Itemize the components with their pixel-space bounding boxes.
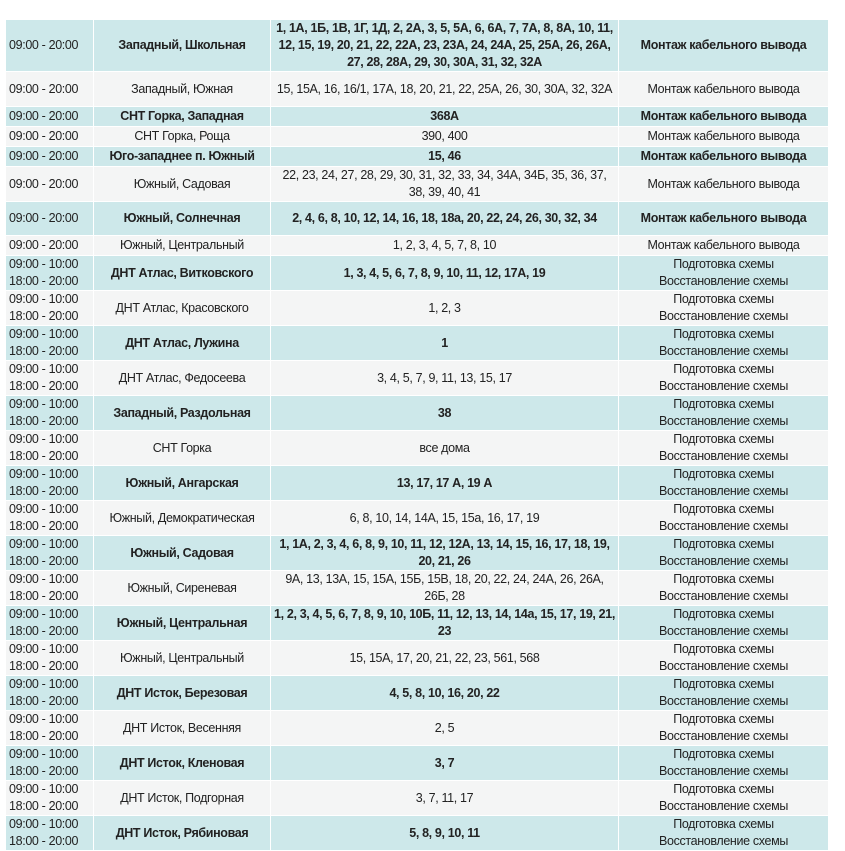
work-type: Монтаж кабельного вывода [647,81,800,96]
time-cell [6,501,94,536]
time-range: 09:00 - 10:00 [9,817,79,831]
work-type: Подготовка схемы [673,502,774,516]
time-range: 18:00 - 20:00 [9,449,79,463]
table-row [6,501,829,536]
time-cell [6,291,94,326]
address-cell: Южный, Ангарская [94,466,271,501]
work-type: Подготовка схемы [673,257,774,271]
table-row [6,107,829,127]
time-range: 09:00 - 10:00 [9,397,79,411]
work-type-cell [619,676,829,711]
time-range: 18:00 - 20:00 [9,554,79,568]
houses-cell: 22, 23, 24, 27, 28, 29, 30, 31, 32, 33, 34, 34А, 34Б, 35, 36, 37, 38, 39, 40, 41 [271,167,619,202]
address-cell: СНТ Горка, Западная [94,107,271,127]
time-cell [6,361,94,396]
schedule-body [6,20,829,851]
table-row [6,72,829,107]
work-type-cell [619,746,829,781]
houses-cell: 15, 15А, 17, 20, 21, 22, 23, 561, 568 [271,641,619,676]
work-type-cell [619,107,829,127]
work-type: Восстановление схемы [659,589,788,603]
work-type: Монтаж кабельного вывода [640,38,807,52]
work-type-cell [619,127,829,147]
work-type: Подготовка схемы [673,467,774,481]
table-row [6,431,829,466]
work-type: Подготовка схемы [673,712,774,726]
work-type-cell [619,256,829,291]
work-type-cell [619,641,829,676]
table-row [6,536,829,571]
work-type: Восстановление схемы [659,309,788,323]
work-type-cell [619,711,829,746]
time-range: 09:00 - 10:00 [9,292,79,306]
houses-cell: 4, 5, 8, 10, 16, 20, 22 [271,676,619,711]
houses-cell: 38 [271,396,619,431]
address-cell: Южный, Центральная [94,606,271,641]
houses-cell: 3, 4, 5, 7, 9, 11, 13, 15, 17 [271,361,619,396]
work-type: Подготовка схемы [673,327,774,341]
houses-cell: 9А, 13, 13А, 15, 15А, 15Б, 15В, 18, 20, 22, 24, 24А, 26, 26А, 26Б, 28 [271,571,619,606]
time-range: 18:00 - 20:00 [9,694,79,708]
time-range: 09:00 - 10:00 [9,642,79,656]
address-cell: ДНТ Исток, Кленовая [94,746,271,781]
houses-cell: 2, 4, 6, 8, 10, 12, 14, 16, 18, 18а, 20, 22, 24, 26, 30, 32, 34 [271,202,619,236]
work-type-cell [619,501,829,536]
work-type: Восстановление схемы [659,834,788,848]
work-type-cell [619,466,829,501]
time-range: 18:00 - 20:00 [9,764,79,778]
work-type-cell [619,536,829,571]
work-type: Восстановление схемы [659,379,788,393]
work-type: Монтаж кабельного вывода [640,149,807,163]
time-range: 09:00 - 10:00 [9,677,79,691]
address-cell: ДНТ Исток, Березовая [94,676,271,711]
time-range: 09:00 - 20:00 [9,211,79,225]
address-cell: Южный, Демократическая [94,501,271,536]
outage-schedule-table [5,19,829,851]
work-type: Подготовка схемы [673,677,774,691]
houses-cell: 390, 400 [271,127,619,147]
time-range: 09:00 - 20:00 [9,81,79,96]
table-row [6,202,829,236]
work-type-cell [619,236,829,256]
address-cell: ДНТ Атлас, Витковского [94,256,271,291]
time-cell [6,147,94,167]
houses-cell: 3, 7, 11, 17 [271,781,619,816]
time-range: 09:00 - 10:00 [9,257,79,271]
table-row [6,20,829,72]
time-range: 09:00 - 10:00 [9,572,79,586]
work-type: Восстановление схемы [659,274,788,288]
houses-cell: 13, 17, 17 А, 19 А [271,466,619,501]
time-range: 18:00 - 20:00 [9,309,79,323]
work-type: Монтаж кабельного вывода [640,109,807,123]
work-type-cell [619,20,829,72]
work-type: Подготовка схемы [673,362,774,376]
work-type-cell [619,291,829,326]
address-cell: Западный, Южная [94,72,271,107]
time-cell [6,326,94,361]
houses-cell: 5, 8, 9, 10, 11 [271,816,619,851]
work-type: Восстановление схемы [659,344,788,358]
time-range: 09:00 - 10:00 [9,712,79,726]
time-range: 09:00 - 10:00 [9,782,79,796]
work-type-cell [619,396,829,431]
time-cell [6,746,94,781]
houses-cell: 2, 5 [271,711,619,746]
table-row [6,147,829,167]
work-type-cell [619,571,829,606]
houses-cell: 15, 46 [271,147,619,167]
time-range: 09:00 - 20:00 [9,38,79,52]
time-range: 09:00 - 10:00 [9,607,79,621]
address-cell: Южный, Садовая [94,167,271,202]
table-row [6,781,829,816]
time-cell [6,606,94,641]
time-cell [6,202,94,236]
table-row [6,291,829,326]
table-row [6,361,829,396]
time-cell [6,781,94,816]
work-type: Подготовка схемы [673,817,774,831]
work-type-cell [619,167,829,202]
houses-cell: 368А [271,107,619,127]
time-range: 18:00 - 20:00 [9,729,79,743]
time-cell [6,20,94,72]
houses-cell: 1, 1А, 1Б, 1В, 1Г, 1Д, 2, 2А, 3, 5, 5А, 6, 6А, 7, 7А, 8, 8А, 10, 11, 12, 15, 19, 20, 21, 22, 22А, 23, 23А, 24, 24А, 25, 25А, 26, 26А, 27, 28, 28А, 29, 30, 30А, 31, 32, 32А [271,20,619,72]
time-cell [6,167,94,202]
time-range: 09:00 - 20:00 [9,149,79,163]
time-cell [6,641,94,676]
time-range: 18:00 - 20:00 [9,799,79,813]
time-cell [6,711,94,746]
work-type-cell [619,816,829,851]
address-cell: Южный, Солнечная [94,202,271,236]
table-row [6,396,829,431]
work-type: Подготовка схемы [673,397,774,411]
time-range: 09:00 - 10:00 [9,537,79,551]
table-row [6,236,829,256]
time-range: 09:00 - 10:00 [9,467,79,481]
houses-cell: 3, 7 [271,746,619,781]
work-type-cell [619,326,829,361]
time-cell [6,396,94,431]
address-cell: ДНТ Атлас, Красовского [94,291,271,326]
houses-cell: все дома [271,431,619,466]
time-cell [6,72,94,107]
work-type: Восстановление схемы [659,519,788,533]
time-cell [6,571,94,606]
work-type: Подготовка схемы [673,432,774,446]
houses-cell: 1, 2, 3, 4, 5, 6, 7, 8, 9, 10, 10Б, 11, 12, 13, 14, 14а, 15, 17, 19, 21, 23 [271,606,619,641]
address-cell: ДНТ Атлас, Федосеева [94,361,271,396]
table-row [6,256,829,291]
time-cell [6,536,94,571]
houses-cell: 1, 2, 3 [271,291,619,326]
address-cell: Южный, Центральный [94,236,271,256]
work-type: Подготовка схемы [673,782,774,796]
time-range: 18:00 - 20:00 [9,624,79,638]
time-cell [6,107,94,127]
time-range: 18:00 - 20:00 [9,589,79,603]
work-type: Монтаж кабельного вывода [647,176,800,191]
address-cell: ДНТ Атлас, Лужина [94,326,271,361]
houses-cell: 1, 1А, 2, 3, 4, 6, 8, 9, 10, 11, 12, 12А, 13, 14, 15, 16, 17, 18, 19, 20, 21, 26 [271,536,619,571]
work-type-cell [619,72,829,107]
work-type: Восстановление схемы [659,799,788,813]
address-cell: ДНТ Исток, Весенняя [94,711,271,746]
address-cell: ДНТ Исток, Рябиновая [94,816,271,851]
houses-cell: 15, 15А, 16, 16/1, 17А, 18, 20, 21, 22, 25А, 26, 30, 30А, 32, 32А [271,72,619,107]
address-cell: Южный, Садовая [94,536,271,571]
time-range: 18:00 - 20:00 [9,379,79,393]
time-range: 18:00 - 20:00 [9,519,79,533]
table-row [6,746,829,781]
time-range: 09:00 - 10:00 [9,432,79,446]
table-row [6,571,829,606]
time-range: 18:00 - 20:00 [9,414,79,428]
work-type: Восстановление схемы [659,694,788,708]
work-type-cell [619,781,829,816]
time-range: 18:00 - 20:00 [9,344,79,358]
time-range: 09:00 - 10:00 [9,502,79,516]
houses-cell: 1 [271,326,619,361]
address-cell: Юго-западнее п. Южный [94,147,271,167]
table-row [6,167,829,202]
time-range: 09:00 - 10:00 [9,327,79,341]
address-cell: Южный, Сиреневая [94,571,271,606]
table-row [6,127,829,147]
work-type: Монтаж кабельного вывода [647,238,800,252]
address-cell: Южный, Центральный [94,641,271,676]
address-cell: Западный, Школьная [94,20,271,72]
time-cell [6,256,94,291]
time-cell [6,431,94,466]
address-cell: Западный, Раздольная [94,396,271,431]
address-cell: СНТ Горка [94,431,271,466]
work-type: Восстановление схемы [659,659,788,673]
work-type: Подготовка схемы [673,537,774,551]
work-type: Восстановление схемы [659,554,788,568]
time-range: 18:00 - 20:00 [9,484,79,498]
work-type-cell [619,361,829,396]
work-type: Восстановление схемы [659,624,788,638]
work-type: Восстановление схемы [659,414,788,428]
houses-cell: 6, 8, 10, 14, 14А, 15, 15а, 16, 17, 19 [271,501,619,536]
work-type: Подготовка схемы [673,292,774,306]
table-row [6,816,829,851]
work-type-cell [619,606,829,641]
time-range: 18:00 - 20:00 [9,659,79,673]
table-row [6,606,829,641]
work-type: Подготовка схемы [673,572,774,586]
work-type: Восстановление схемы [659,764,788,778]
work-type: Подготовка схемы [673,607,774,621]
work-type: Монтаж кабельного вывода [647,129,800,143]
work-type-cell [619,147,829,167]
work-type: Восстановление схемы [659,484,788,498]
houses-cell: 1, 2, 3, 4, 5, 7, 8, 10 [271,236,619,256]
address-cell: СНТ Горка, Роща [94,127,271,147]
time-range: 09:00 - 20:00 [9,176,79,191]
work-type-cell [619,202,829,236]
time-range: 09:00 - 20:00 [9,129,79,143]
table-row [6,711,829,746]
table-row [6,641,829,676]
time-cell [6,816,94,851]
time-range: 09:00 - 20:00 [9,109,79,123]
work-type: Подготовка схемы [673,747,774,761]
time-range: 18:00 - 20:00 [9,834,79,848]
houses-cell: 1, 3, 4, 5, 6, 7, 8, 9, 10, 11, 12, 17А, 19 [271,256,619,291]
work-type: Восстановление схемы [659,449,788,463]
time-cell [6,127,94,147]
table-row [6,676,829,711]
table-row [6,466,829,501]
time-range: 09:00 - 10:00 [9,362,79,376]
work-type: Восстановление схемы [659,729,788,743]
address-cell: ДНТ Исток, Подгорная [94,781,271,816]
time-cell [6,466,94,501]
work-type: Подготовка схемы [673,642,774,656]
time-range: 18:00 - 20:00 [9,274,79,288]
table-row [6,326,829,361]
time-range: 09:00 - 20:00 [9,238,79,252]
time-cell [6,236,94,256]
time-cell [6,676,94,711]
work-type-cell [619,431,829,466]
time-range: 09:00 - 10:00 [9,747,79,761]
work-type: Монтаж кабельного вывода [640,211,807,225]
